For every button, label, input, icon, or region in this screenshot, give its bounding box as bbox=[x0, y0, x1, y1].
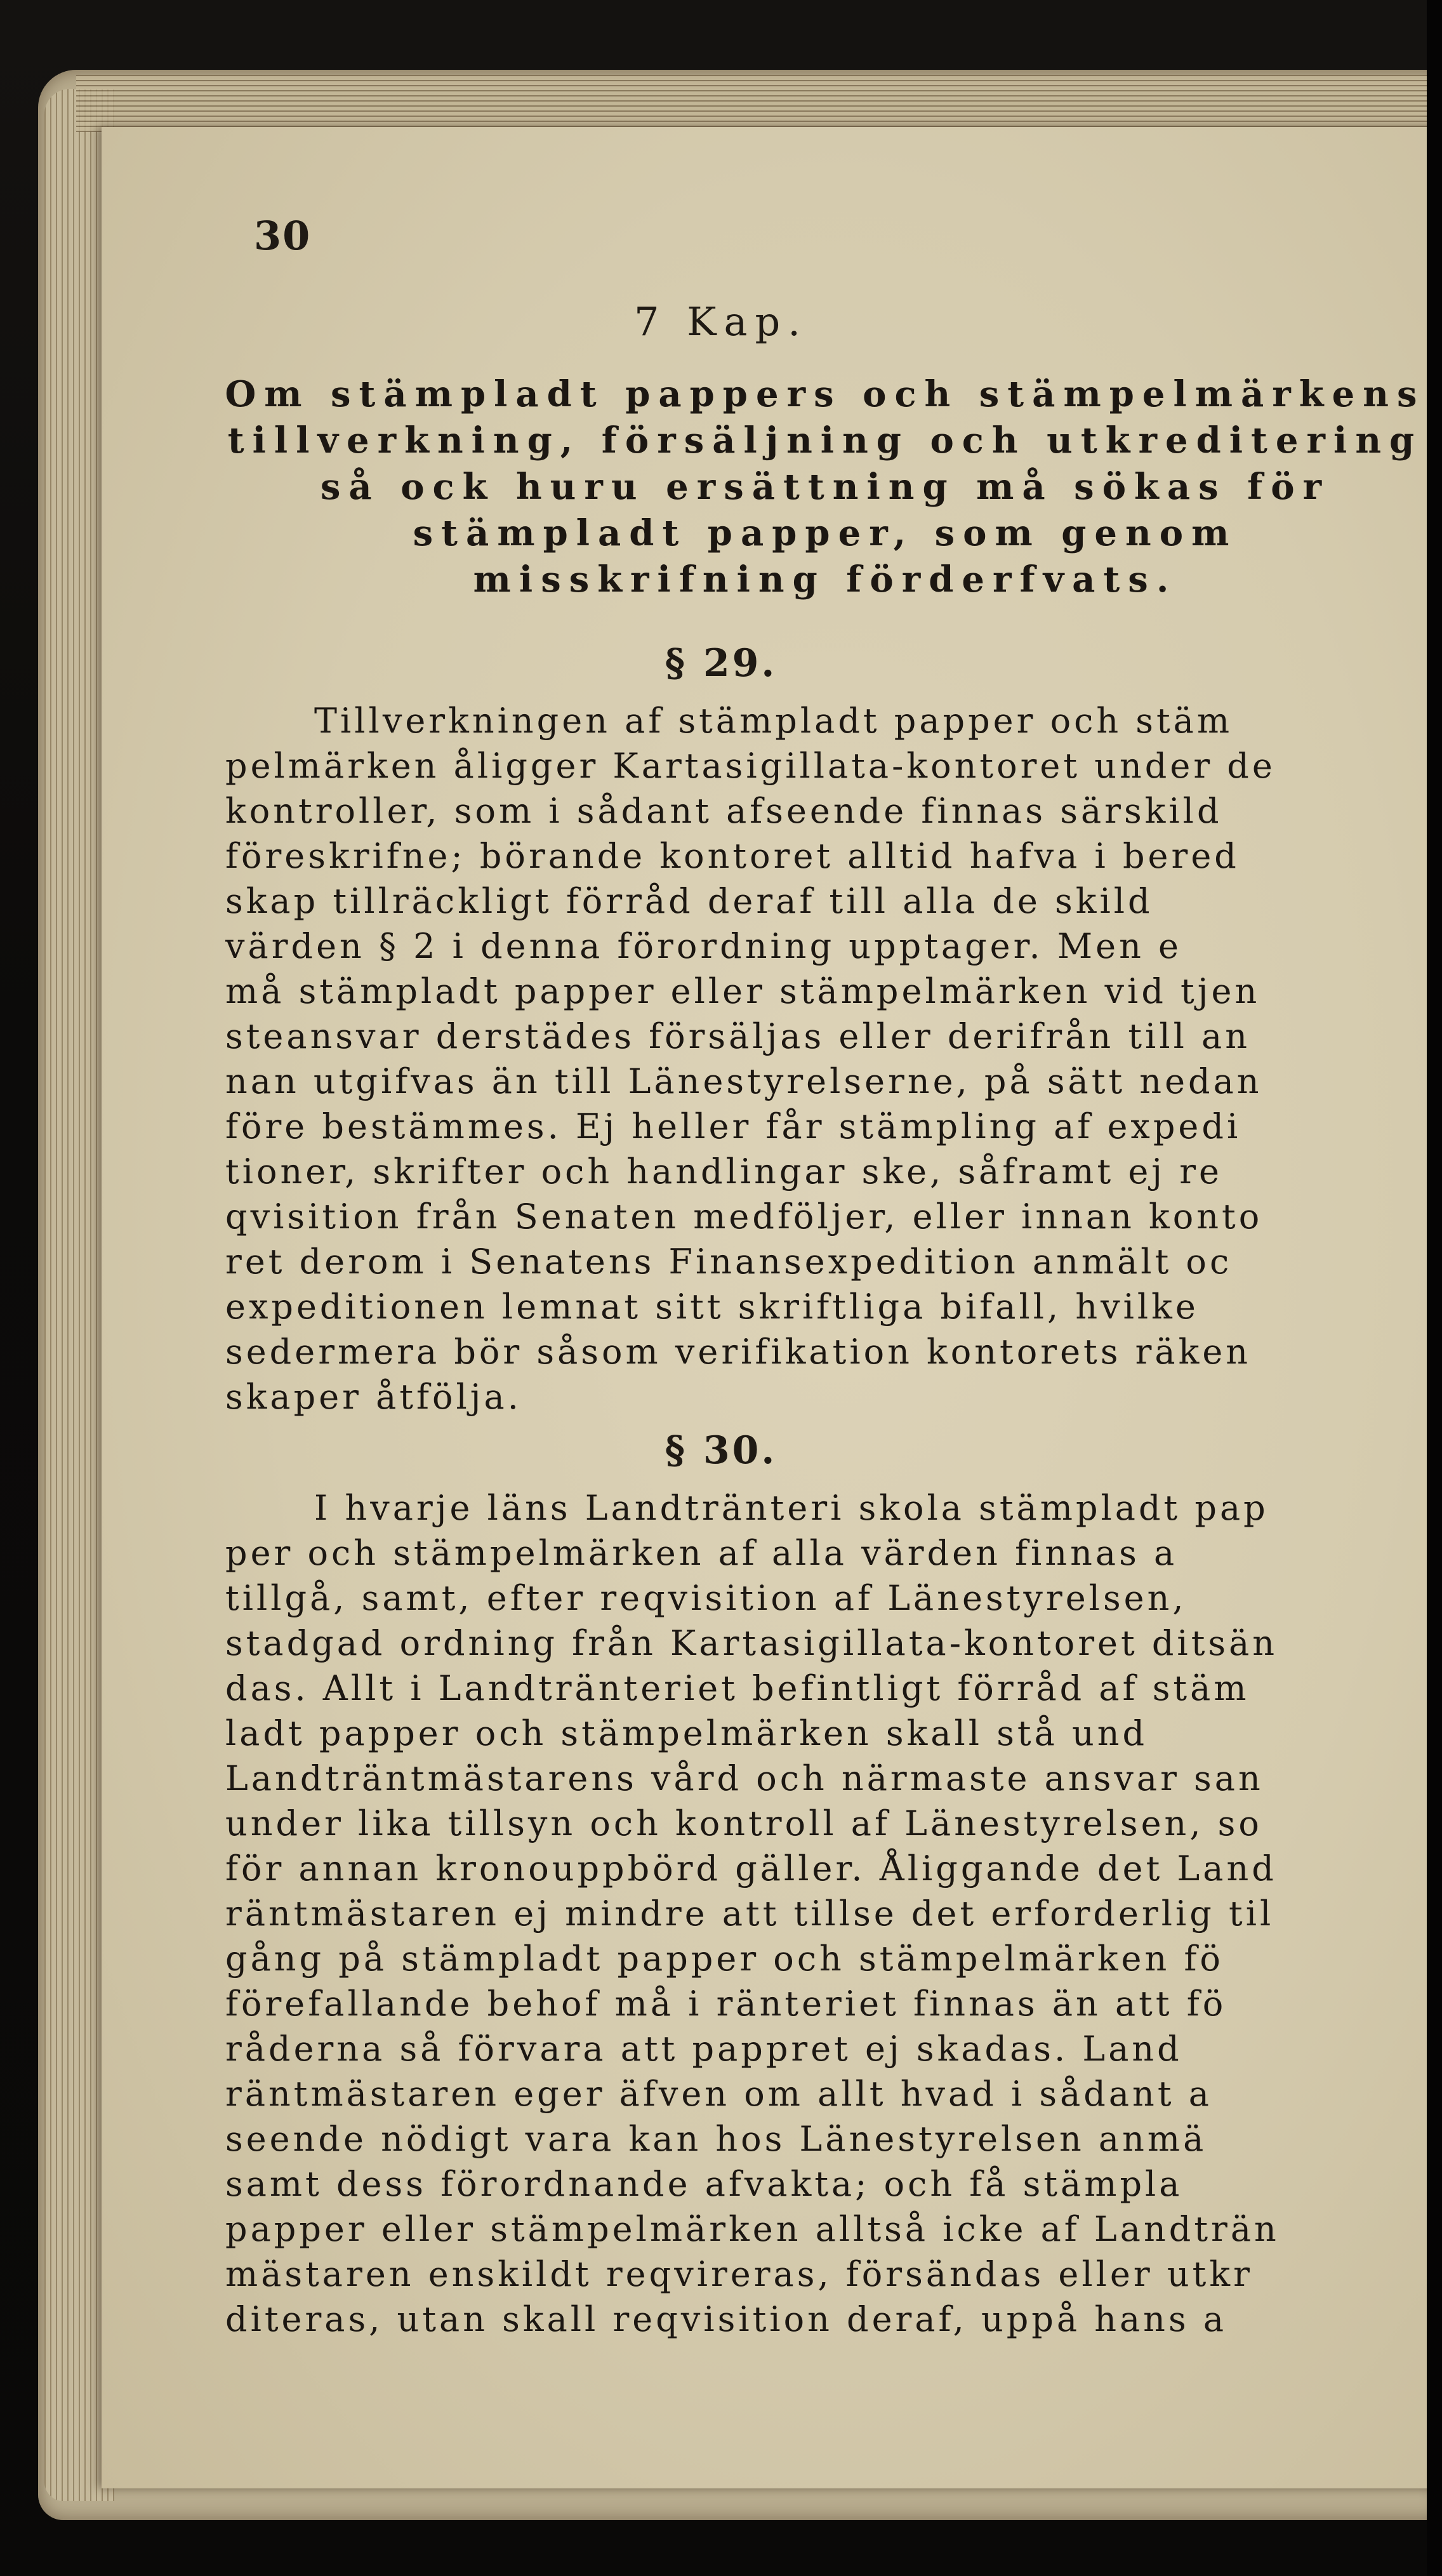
text-line: tioner, skrifter och handlingar ske, såframt ej re bbox=[225, 1152, 1222, 1192]
text-line: expeditionen lemnat sitt skriftliga bifall, hvilke bbox=[225, 1287, 1199, 1327]
text-line: tillgå, samt, efter reqvisition af Länestyrelsen, bbox=[225, 1578, 1187, 1618]
page-edges-top bbox=[76, 75, 1442, 132]
text-line: ladt papper och stämpelmärken skall stå und bbox=[225, 1713, 1148, 1753]
heading-line: stämpladt papper, som genom bbox=[413, 512, 1238, 554]
text-line: värden § 2 i denna förordning upptager. Men e bbox=[225, 926, 1182, 966]
text-line: stadgad ordning från Kartasigillata-kontoret ditsän bbox=[225, 1623, 1278, 1663]
heading-line: misskrifning förderfvats. bbox=[473, 559, 1177, 601]
heading-line: så ock huru ersättning må sökas för bbox=[320, 466, 1330, 508]
text-line: samt dess förordnande afvakta; och få stämpla bbox=[225, 2164, 1183, 2204]
text-line: pelmärken åligger Kartasigillata-kontoret under de bbox=[225, 746, 1276, 786]
page-number: 30 bbox=[254, 213, 312, 259]
text-line: kontroller, som i sådant afseende finnas särskild bbox=[225, 791, 1222, 831]
text-line: gång på stämpladt papper och stämpelmärken fö bbox=[225, 1939, 1224, 1979]
text-line: skaper åtfölja. bbox=[225, 1377, 522, 1417]
text-line: per och stämpelmärken af alla värden finnas a bbox=[225, 1533, 1178, 1573]
text-line: föreskrifne; börande kontoret alltid hafva i bered bbox=[225, 836, 1240, 876]
text-line: råderna så förvara att pappret ej skadas. Land bbox=[225, 2029, 1182, 2069]
text-line: nan utgifvas än till Länestyrelserne, på sätt nedan bbox=[225, 1061, 1262, 1101]
text-line: före bestämmes. Ej heller får stämpling af expedi bbox=[225, 1106, 1241, 1146]
text-line: mästaren enskildt reqvireras, försändas eller utkr bbox=[225, 2254, 1253, 2294]
text-line: skap tillräckligt förråd deraf till alla de skild bbox=[225, 881, 1153, 921]
text-line: räntmästaren ej mindre att tillse det erforderlig til bbox=[225, 1894, 1274, 1934]
text-line: I hvarje läns Landtränteri skola stämpladt pap bbox=[314, 1488, 1269, 1528]
text-line: sedermera bör såsom verifikation kontorets räken bbox=[225, 1332, 1252, 1372]
chapter-title: 7 Kap. bbox=[634, 298, 808, 345]
text-line: må stämpladt papper eller stämpelmärken vid tjen bbox=[225, 971, 1260, 1011]
heading-line: tillverkning, försäljning och utkreditering bbox=[227, 420, 1423, 461]
chapter-heading bbox=[216, 371, 1434, 603]
text-line: Tillverkningen af stämpladt papper och stäm bbox=[314, 701, 1233, 741]
section-30-body bbox=[225, 1485, 1439, 2342]
text-line: das. Allt i Landtränteriet befintligt förråd af stäm bbox=[225, 1668, 1250, 1708]
text-line: för annan kronouppbörd gäller. Åliggande det Land bbox=[225, 1849, 1277, 1889]
text-line: seende nödigt vara kan hos Länestyrelsen anmä bbox=[225, 2119, 1207, 2159]
section-29-title: § 29. bbox=[665, 641, 777, 686]
section-30-title: § 30. bbox=[665, 1428, 777, 1473]
text-line: förefallande behof må i ränteriet finnas än att fö bbox=[225, 1984, 1227, 2024]
text-line: papper eller stämpelmärken alltså icke af Landträn bbox=[225, 2209, 1280, 2249]
text-line: ret derom i Senatens Finansexpedition anmält oc bbox=[225, 1242, 1233, 1282]
text-line: steansvar derstädes försäljas eller derifrån till an bbox=[225, 1016, 1251, 1056]
text-line: räntmästaren eger äfven om allt hvad i sådant a bbox=[225, 2074, 1212, 2114]
text-line: qvisition från Senaten medföljer, eller innan konto bbox=[225, 1197, 1263, 1237]
heading-line: Om stämpladt pappers och stämpelmärkens bbox=[225, 373, 1425, 415]
text-line: Landträntmästarens vård och närmaste ansvar san bbox=[225, 1758, 1264, 1798]
text-line: under lika tillsyn och kontroll af Länestyrelsen, so bbox=[225, 1803, 1262, 1843]
section-29-body bbox=[225, 698, 1439, 1419]
text-line: diteras, utan skall reqvisition deraf, uppå hans a bbox=[225, 2299, 1227, 2339]
